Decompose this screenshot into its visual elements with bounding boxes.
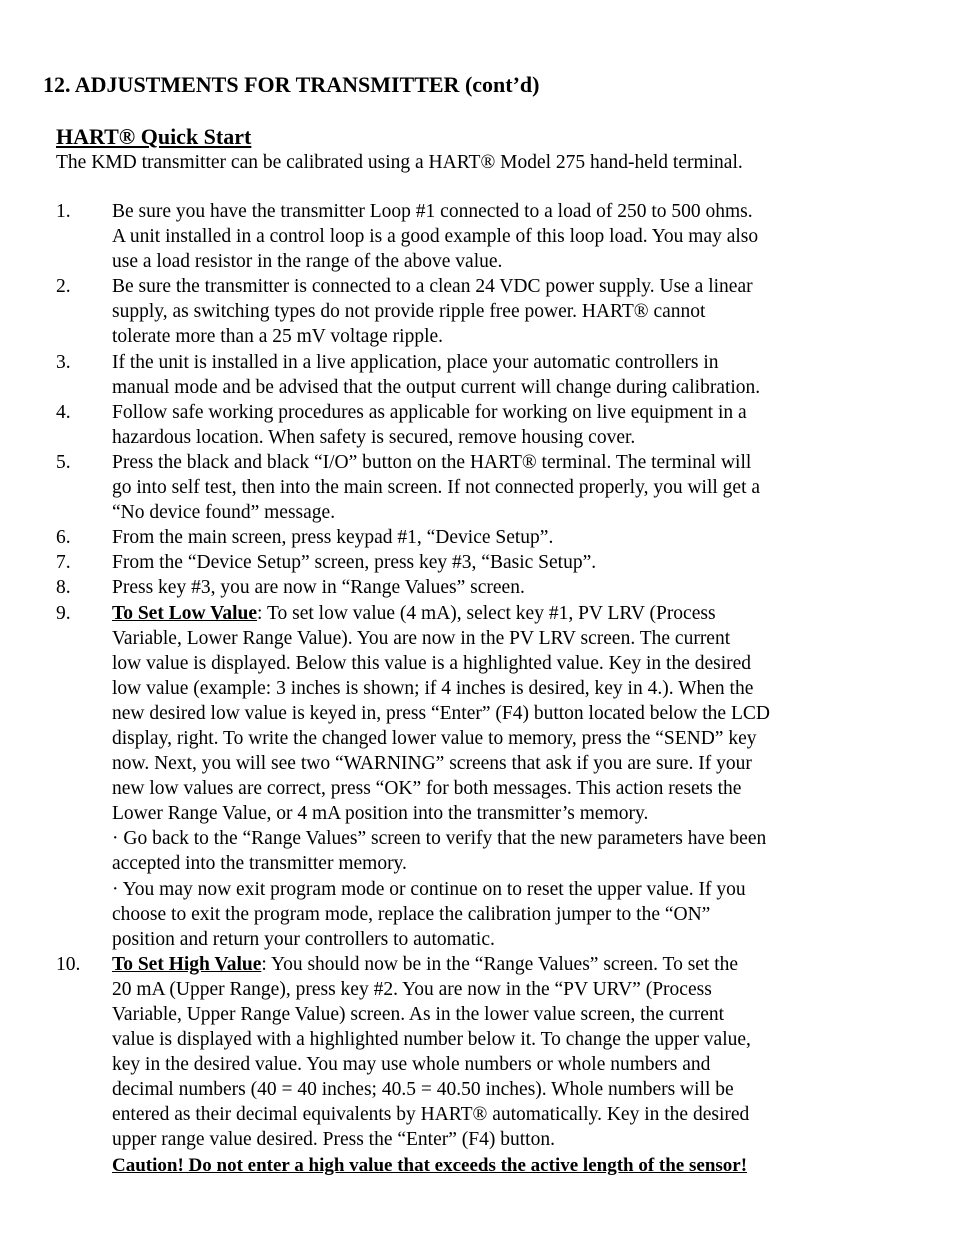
step-line: supply, as switching types do not provide ripple free power. HART® cannot bbox=[112, 301, 706, 323]
step-line: Lower Range Value, or 4 mA position into the transmitter’s memory. bbox=[112, 803, 649, 825]
step-line: tolerate more than a 25 mV voltage ripple. bbox=[112, 326, 444, 348]
step-line: If the unit is installed in a live application, place your automatic controllers in bbox=[112, 351, 719, 373]
step-line: Press the black and black “I/O” button on the HART® terminal. The terminal will bbox=[112, 451, 752, 473]
list-item bbox=[56, 525, 856, 550]
step-line: new desired low value is keyed in, press “Enter” (F4) button located below the LCD bbox=[112, 702, 770, 724]
list-item bbox=[56, 952, 856, 1178]
high-value-lead: To Set High Value bbox=[112, 953, 262, 975]
step-line: · You may now exit program mode or continue on to reset the upper value. If you bbox=[112, 878, 746, 900]
list-item bbox=[56, 400, 856, 450]
step-line bbox=[112, 601, 856, 626]
intro-paragraph: The KMD transmitter can be calibrated using a HART® Model 275 hand-held terminal. bbox=[56, 152, 743, 173]
step-line: Be sure you have the transmitter Loop #1 connected to a load of 250 to 500 ohms. bbox=[112, 201, 753, 222]
step-line: value is displayed with a highlighted number below it. To change the upper value, bbox=[112, 1029, 751, 1051]
step-line: “No device found” message. bbox=[112, 502, 336, 524]
step-number: 8. bbox=[56, 577, 71, 599]
step-line: Be sure the transmitter is connected to a clean 24 VDC power supply. Use a linear bbox=[112, 276, 753, 298]
step-line: display, right. To write the changed lower value to memory, press the “SEND” key bbox=[112, 727, 757, 749]
step-line: From the main screen, press keypad #1, “Device Setup”. bbox=[112, 527, 554, 549]
step-line: Press key #3, you are now in “Range Values” screen. bbox=[112, 577, 525, 599]
section-heading: 12. ADJUSTMENTS FOR TRANSMITTER (cont’d) bbox=[43, 72, 540, 97]
step-number: 7. bbox=[56, 552, 71, 574]
step-line: now. Next, you will see two “WARNING” screens that ask if you are sure. If your bbox=[112, 753, 752, 775]
steps-list bbox=[56, 199, 856, 1178]
step-line: Follow safe working procedures as applicable for working on live equipment in a bbox=[112, 401, 747, 423]
step-number: 6. bbox=[56, 527, 71, 549]
step-line: go into self test, then into the main screen. If not connected properly, you will get a bbox=[112, 477, 761, 499]
high-value-lead-rest: : You should now be in the “Range Values” screen. To set the bbox=[261, 953, 739, 975]
step-line: decimal numbers (40 = 40 inches; 40.5 = 40.50 inches). Whole numbers will be bbox=[112, 1079, 734, 1101]
low-value-lead-rest: : To set low value (4 mA), select key #1, PV LRV (Process bbox=[257, 602, 716, 624]
step-line: entered as their decimal equivalents by HART® automatically. Key in the desired bbox=[112, 1104, 750, 1126]
step-line: low value is displayed. Below this value is a highlighted value. Key in the desired bbox=[112, 652, 752, 674]
list-item bbox=[56, 199, 856, 274]
step-line: position and return your controllers to automatic. bbox=[112, 928, 495, 950]
step-number: 2. bbox=[56, 276, 71, 298]
list-item bbox=[56, 550, 856, 575]
step-line: choose to exit the program mode, replace the calibration jumper to the “ON” bbox=[112, 903, 711, 925]
step-number: 9. bbox=[56, 602, 71, 624]
subsection-heading: HART® Quick Start bbox=[56, 124, 252, 149]
list-item bbox=[56, 601, 856, 952]
step-line: 20 mA (Upper Range), press key #2. You are now in the “PV URV” (Process bbox=[112, 978, 712, 1000]
step-line: Variable, Upper Range Value) screen. As in the lower value screen, the current bbox=[112, 1004, 725, 1025]
low-value-lead: To Set Low Value bbox=[112, 602, 258, 624]
step-line: hazardous location. When safety is secured, remove housing cover. bbox=[112, 426, 636, 448]
step-line: From the “Device Setup” screen, press key #3, “Basic Setup”. bbox=[112, 552, 597, 574]
step-number: 10. bbox=[56, 953, 81, 975]
step-number: 4. bbox=[56, 401, 71, 423]
step-line: Variable, Lower Range Value). You are now in the PV LRV screen. The current bbox=[112, 627, 731, 649]
step-line: use a load resistor in the range of the above value. bbox=[112, 251, 503, 273]
step-line: key in the desired value. You may use whole numbers or whole numbers and bbox=[112, 1054, 711, 1076]
step-line: A unit installed in a control loop is a good example of this loop load. You may also bbox=[112, 226, 759, 248]
list-item bbox=[56, 450, 856, 525]
step-number: 1. bbox=[56, 201, 71, 222]
list-item bbox=[56, 575, 856, 600]
caution-warning: Caution! Do not enter a high value that exceeds the active length of the sensor! bbox=[112, 1154, 748, 1176]
step-line: upper range value desired. Press the “Enter” (F4) button. bbox=[112, 1129, 555, 1151]
step-number: 5. bbox=[56, 451, 71, 473]
list-item bbox=[56, 274, 856, 349]
step-line: manual mode and be advised that the output current will change during calibration. bbox=[112, 376, 761, 398]
step-line: new low values are correct, press “OK” for both messages. This action resets the bbox=[112, 778, 742, 800]
step-line: low value (example: 3 inches is shown; if 4 inches is desired, key in 4.). When the bbox=[112, 677, 754, 699]
step-line: accepted into the transmitter memory. bbox=[112, 853, 407, 875]
step-line bbox=[112, 952, 856, 977]
step-line: · Go back to the “Range Values” screen to verify that the new parameters have been bbox=[112, 828, 767, 850]
step-number: 3. bbox=[56, 351, 71, 373]
list-item bbox=[56, 350, 856, 400]
